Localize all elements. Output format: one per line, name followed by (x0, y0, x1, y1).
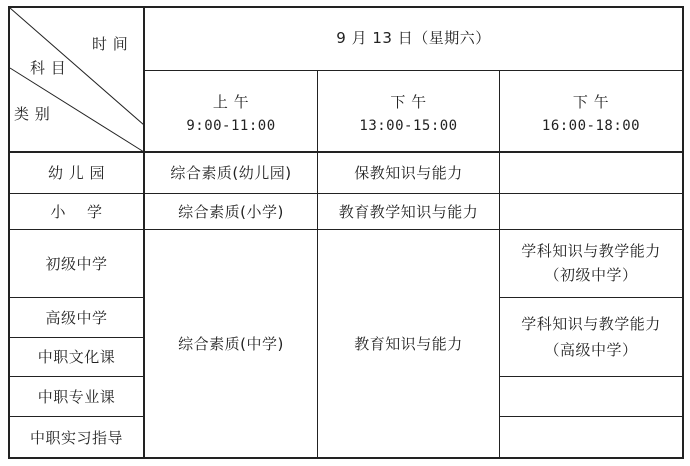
session-1-time: 9:00-11:00 (186, 118, 276, 134)
s3-row-line-4 (500, 376, 682, 377)
s1-kindergarten: 综合素质(幼儿园) (170, 164, 292, 182)
category-primary: 小 学 (50, 203, 103, 221)
border-top (8, 6, 684, 8)
s2-primary: 教育教学知识与能力 (338, 203, 479, 221)
s12-row-line-1 (145, 193, 499, 194)
s1-primary: 综合素质(小学) (178, 203, 284, 221)
cat-row-line-5 (10, 376, 143, 377)
s1-secondary-merged: 综合素质(中学) (178, 335, 284, 353)
border-bottom (8, 457, 684, 459)
s2-secondary-merged: 教育知识与能力 (354, 335, 463, 353)
cat-row-line-6 (10, 416, 143, 417)
session-3-label: 下 午 (572, 93, 610, 111)
date-header: 9 月 13 日（星期六） (336, 29, 491, 47)
s3-row-line-1 (500, 193, 682, 194)
category-vocational-culture: 中职文化课 (37, 348, 116, 366)
s3-row-line-5 (500, 416, 682, 417)
corner-category-label: 类 别 (14, 105, 51, 123)
cat-row-line-4 (10, 337, 143, 338)
category-junior-middle: 初级中学 (45, 255, 108, 273)
session-2-time: 13:00-15:00 (359, 118, 458, 134)
date-row-divider (145, 70, 682, 71)
category-senior-middle: 高级中学 (45, 309, 108, 327)
s3-row-line-3 (500, 297, 682, 298)
s3-senior-line2: （高级中学） (544, 341, 638, 359)
corner-time-label: 时 间 (92, 35, 129, 53)
s3-junior-line2: （初级中学） (544, 266, 638, 284)
cat-row-line-3 (10, 297, 143, 298)
session-3-time: 16:00-18:00 (541, 118, 641, 134)
body-divider-1 (317, 153, 318, 457)
category-vocational-major: 中职专业课 (37, 388, 116, 406)
header-bottom-divider (8, 151, 684, 153)
s3-junior-line1: 学科知识与教学能力 (521, 242, 661, 260)
category-column-divider (143, 6, 145, 459)
cat-row-line-2 (10, 229, 143, 230)
body-divider-2 (499, 153, 500, 457)
border-right (682, 6, 684, 459)
s3-senior-line1: 学科知识与教学能力 (521, 315, 661, 333)
category-kindergarten: 幼 儿 园 (47, 164, 106, 182)
category-vocational-internship: 中职实习指导 (29, 429, 123, 447)
session-2-label: 下 午 (390, 93, 427, 111)
cat-row-line-1 (10, 193, 143, 194)
s3-row-line-2 (500, 229, 682, 230)
s12-row-line-2 (145, 229, 499, 230)
corner-subject-label: 科 目 (30, 59, 67, 77)
s2-kindergarten: 保教知识与能力 (354, 164, 463, 182)
session-1-label: 上 午 (212, 93, 250, 111)
